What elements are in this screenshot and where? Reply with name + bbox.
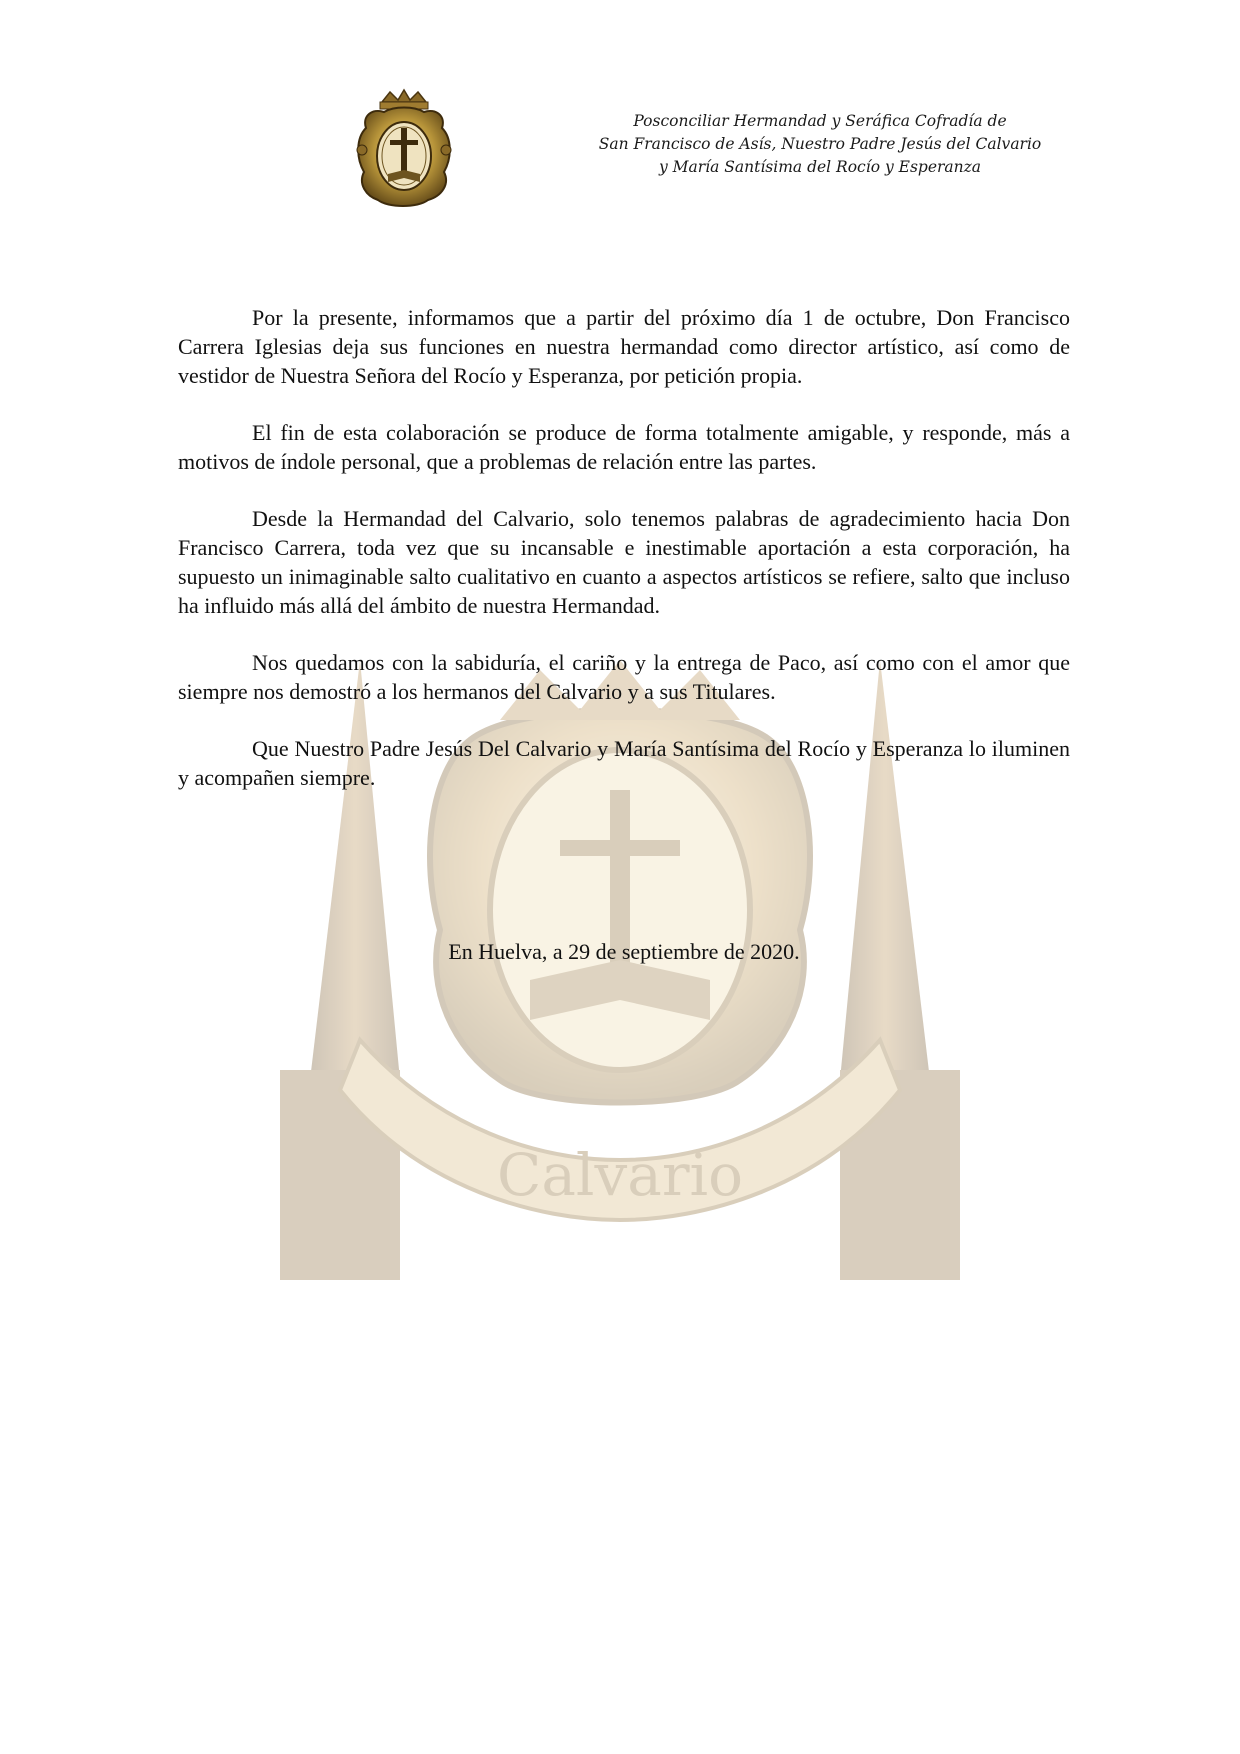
header-line-2: San Francisco de Asís, Nuestro Padre Jesús del Calvario: [598, 135, 1042, 153]
closing-date-line: En Huelva, a 29 de septiembre de 2020.: [448, 939, 800, 964]
brotherhood-header: [560, 110, 1080, 179]
paragraph: Por la presente, informamos que a partir del próximo día 1 de octubre, Don Francisco Carrera Iglesias deja sus funciones en nuestra hermandad como director artístico, así como de vestidor de Nuestra Señora del Rocío y Esperanza, por petición propia.: [178, 305, 1070, 388]
paragraph: Desde la Hermandad del Calvario, solo tenemos palabras de agradecimiento hacia Don Francisco Carrera, toda vez que su incansable e inestimable aportación a esta corporación, ha supuesto un inimaginable salto cualitativo en cuanto a aspectos artísticos se refiere, salto que incluso ha influido más allá del ámbito de nuestra Hermandad.: [178, 506, 1070, 618]
brotherhood-crest-icon: [352, 88, 455, 211]
paragraph: Nos quedamos con la sabiduría, el cariño y la entrega de Paco, así como con el amor que siempre nos demostró a los hermanos del Calvario y a sus Titulares.: [178, 650, 1070, 704]
header-line-1: Posconciliar Hermandad y Seráfica Cofradía de: [633, 112, 1007, 130]
header-line-3: y María Santísima del Rocío y Esperanza: [658, 158, 982, 176]
letter-body: [178, 303, 1070, 820]
paragraph: Que Nuestro Padre Jesús Del Calvario y María Santísima del Rocío y Esperanza lo iluminen y acompañen siempre.: [178, 736, 1070, 790]
paragraph: El fin de esta colaboración se produce de forma totalmente amigable, y responde, más a motivos de índole personal, que a problemas de relación entre las partes.: [178, 420, 1070, 474]
watermark-banner-text: Calvario: [496, 1141, 744, 1209]
